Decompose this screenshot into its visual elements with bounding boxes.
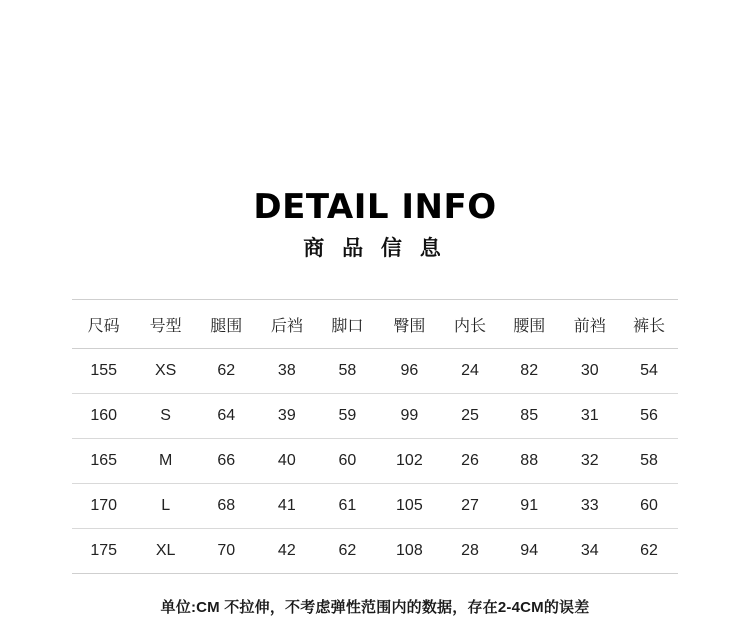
table-cell: 82: [499, 349, 560, 394]
column-header: 腰围: [499, 300, 560, 349]
table-cell: 108: [378, 529, 441, 574]
size-table-header: [72, 300, 678, 349]
table-cell: 170: [72, 484, 135, 529]
table-cell: 34: [560, 529, 621, 574]
table-cell: 61: [317, 484, 378, 529]
table-cell: 27: [441, 484, 499, 529]
table-cell: 32: [560, 439, 621, 484]
table-cell: 155: [72, 349, 135, 394]
table-cell: 160: [72, 394, 135, 439]
table-cell: 26: [441, 439, 499, 484]
table-cell: 56: [620, 394, 678, 439]
table-cell: 58: [620, 439, 678, 484]
size-table-container: [72, 299, 678, 574]
table-row: [72, 349, 678, 394]
column-header: 臀围: [378, 300, 441, 349]
column-header: 后裆: [257, 300, 318, 349]
table-cell: 39: [257, 394, 318, 439]
page-title-block: [0, 0, 750, 259]
table-cell: 99: [378, 394, 441, 439]
column-header: 尺码: [72, 300, 135, 349]
table-cell: 60: [620, 484, 678, 529]
table-header-row: [72, 300, 678, 349]
table-cell: 25: [441, 394, 499, 439]
table-cell: 62: [196, 349, 257, 394]
column-header: 腿围: [196, 300, 257, 349]
table-cell: 88: [499, 439, 560, 484]
table-cell: 70: [196, 529, 257, 574]
table-cell: 42: [257, 529, 318, 574]
table-cell: 33: [560, 484, 621, 529]
column-header: 前裆: [560, 300, 621, 349]
table-cell: XL: [135, 529, 196, 574]
table-cell: 30: [560, 349, 621, 394]
table-cell: 54: [620, 349, 678, 394]
measurement-footnote: 单位:CM 不拉伸，不考虑弹性范围内的数据，存在2-4CM的误差: [160, 599, 590, 616]
table-cell: 62: [620, 529, 678, 574]
column-header: 脚口: [317, 300, 378, 349]
table-row: [72, 484, 678, 529]
table-cell: 24: [441, 349, 499, 394]
table-cell: 28: [441, 529, 499, 574]
table-cell: 175: [72, 529, 135, 574]
page-title-chinese: 商 品 信 息: [303, 237, 447, 260]
table-cell: 38: [257, 349, 318, 394]
table-cell: 94: [499, 529, 560, 574]
page-title-english: DETAIL INFO: [253, 187, 497, 227]
column-header: 裤长: [620, 300, 678, 349]
table-row: [72, 529, 678, 574]
table-cell: 68: [196, 484, 257, 529]
table-cell: 91: [499, 484, 560, 529]
table-cell: 58: [317, 349, 378, 394]
size-table-body: [72, 349, 678, 574]
table-cell: 40: [257, 439, 318, 484]
table-cell: 41: [257, 484, 318, 529]
table-cell: 62: [317, 529, 378, 574]
table-cell: M: [135, 439, 196, 484]
table-cell: L: [135, 484, 196, 529]
table-cell: 96: [378, 349, 441, 394]
table-cell: 64: [196, 394, 257, 439]
table-cell: 165: [72, 439, 135, 484]
table-cell: 85: [499, 394, 560, 439]
table-cell: 102: [378, 439, 441, 484]
table-cell: 105: [378, 484, 441, 529]
table-cell: XS: [135, 349, 196, 394]
column-header: 号型: [135, 300, 196, 349]
table-cell: 59: [317, 394, 378, 439]
column-header: 内长: [441, 300, 499, 349]
table-cell: 60: [317, 439, 378, 484]
table-cell: 66: [196, 439, 257, 484]
table-cell: 31: [560, 394, 621, 439]
table-row: [72, 439, 678, 484]
table-cell: S: [135, 394, 196, 439]
size-table: [72, 299, 678, 574]
table-row: [72, 394, 678, 439]
